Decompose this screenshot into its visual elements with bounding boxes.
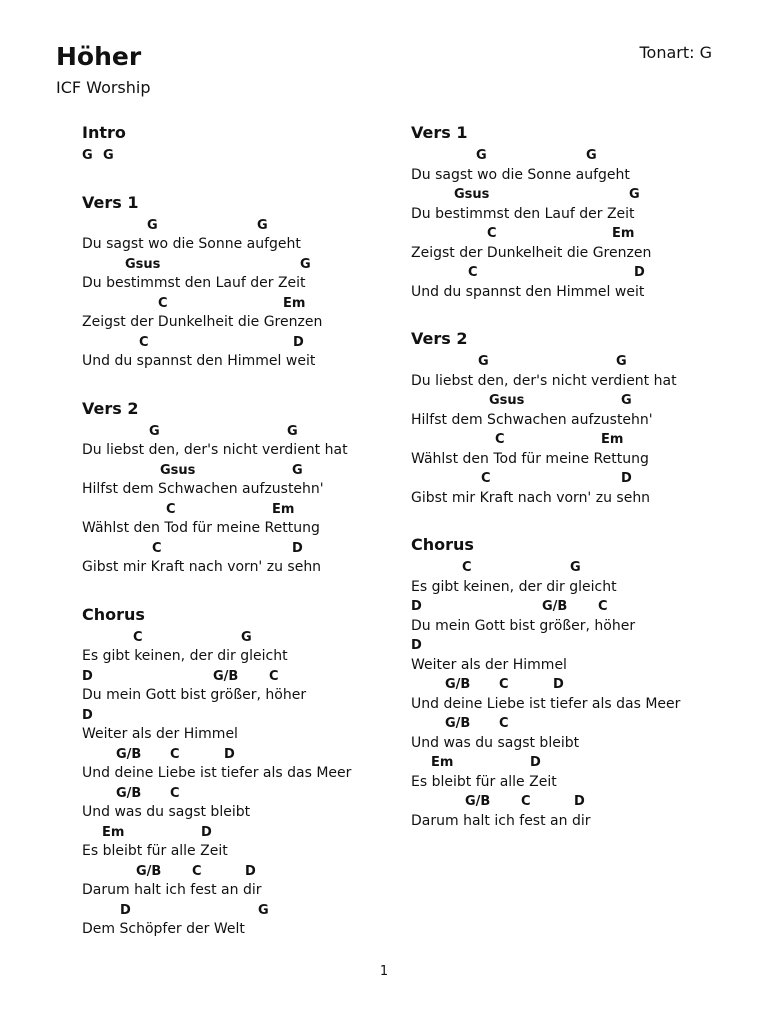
chord: C: [462, 560, 472, 575]
chord: G: [103, 148, 114, 163]
page-number: 1: [379, 964, 389, 979]
chord: D: [224, 746, 235, 762]
lyric-line-group: [82, 784, 412, 823]
chord: D: [411, 599, 422, 614]
chord: Em: [601, 432, 624, 447]
artist-name: ICF Worship: [56, 78, 151, 97]
lyric-text: Und was du sagst bleibt: [82, 804, 251, 820]
chord: G: [149, 423, 160, 439]
chord: G/B: [445, 677, 471, 692]
lyric-text: Du mein Gott bist größer, höher: [411, 617, 636, 634]
lyric-line-group: [82, 422, 412, 461]
section-title: Vers 2: [411, 329, 468, 348]
lyric-text: Es gibt keinen, der dir gleicht: [411, 578, 617, 595]
chord-line: [82, 461, 412, 481]
chord: G: [82, 148, 93, 163]
chord: D: [530, 755, 541, 770]
lyric-line-group: [82, 461, 412, 500]
chord: C: [152, 540, 162, 556]
chord: D: [82, 668, 93, 684]
lyric-text: Und deine Liebe ist tiefer als das Meer: [82, 765, 352, 781]
chord-line: [82, 216, 412, 236]
lyric-line-group: [411, 391, 741, 430]
lyric-text: Und du spannst den Himmel weit: [411, 283, 645, 300]
chord: G: [147, 217, 158, 233]
chord: C: [133, 629, 143, 645]
chord-line: [82, 823, 412, 843]
lyric-line-group: [411, 558, 741, 597]
lyric-text: Du sagst wo die Sonne aufgeht: [411, 166, 630, 183]
lyric-text: Darum halt ich fest an dir: [411, 812, 591, 829]
chord: D: [293, 334, 304, 350]
chord-line: [411, 792, 741, 812]
chord: C: [521, 794, 531, 809]
chord: G/B: [542, 599, 568, 614]
lyric-line-group: [411, 224, 741, 263]
page-title: Höher: [56, 42, 142, 71]
chord: C: [139, 334, 149, 350]
lyric-line-group: [82, 745, 412, 784]
chord: G: [300, 256, 311, 272]
chord-line: [411, 675, 741, 695]
lyric-text: Wählst den Tod für meine Rettung: [411, 450, 649, 467]
chord: G/B: [116, 746, 142, 762]
chord: C: [170, 785, 180, 801]
lyric-line-group: [82, 862, 412, 901]
chord: G/B: [116, 785, 142, 801]
lyric-line-group: [82, 333, 412, 372]
chord: G: [621, 393, 632, 408]
chord: D: [120, 902, 131, 918]
lyric-text: Du liebst den, der's nicht verdient hat: [411, 372, 677, 389]
lyric-text: Gibst mir Kraft nach vorn' zu sehn: [82, 559, 322, 575]
chord: C: [598, 599, 608, 614]
chord-line: [82, 628, 412, 648]
lyric-text: Weiter als der Himmel: [82, 726, 238, 742]
chord: C: [166, 501, 176, 517]
section-title: Vers 2: [82, 398, 139, 418]
chord-line: [411, 597, 741, 617]
lyric-text: Gibst mir Kraft nach vorn' zu sehn: [411, 489, 651, 506]
chord: D: [411, 638, 422, 653]
song-section: [411, 326, 741, 508]
chord: G: [258, 902, 269, 918]
chord: C: [269, 668, 279, 684]
lyric-line-group: [411, 469, 741, 508]
lyric-text: Zeigst der Dunkelheit die Grenzen: [411, 244, 652, 261]
lyric-line-group: [411, 146, 741, 185]
chord: G: [241, 629, 252, 645]
lyric-text: Du mein Gott bist größer, höher: [82, 687, 307, 703]
section-title: Chorus: [82, 604, 145, 624]
chord-line: [411, 224, 741, 244]
chord: C: [487, 226, 497, 241]
chord-line: [411, 753, 741, 773]
song-section: [411, 532, 741, 831]
chord-line: [411, 352, 741, 372]
chord: Gsus: [160, 462, 196, 478]
chord: Em: [102, 824, 125, 840]
chord: Em: [431, 755, 454, 770]
lyric-line-group: [411, 675, 741, 714]
chord-line: [82, 539, 412, 559]
lyric-line-group: [82, 539, 412, 578]
lyric-text: Es gibt keinen, der dir gleicht: [82, 648, 288, 664]
chord: Em: [612, 226, 635, 241]
section-title: Vers 1: [82, 192, 139, 212]
chord: Em: [283, 295, 306, 311]
chord-line: [82, 500, 412, 520]
chord: D: [82, 707, 93, 723]
chord: C: [468, 265, 478, 280]
lyric-text: Wählst den Tod für meine Rettung: [82, 520, 320, 536]
chord: D: [621, 471, 632, 486]
chord-line: [411, 391, 741, 411]
lyric-text: Zeigst der Dunkelheit die Grenzen: [82, 314, 323, 330]
section-title: Chorus: [411, 535, 474, 554]
lyric-text: Hilfst dem Schwachen aufzustehn': [411, 411, 653, 428]
song-section: [82, 396, 412, 578]
chord: Gsus: [125, 256, 161, 272]
song-section: [82, 190, 412, 372]
lyric-text: Und was du sagst bleibt: [411, 734, 580, 751]
chord-line: [82, 333, 412, 353]
chord-line: [411, 430, 741, 450]
lyric-line-group: [411, 185, 741, 224]
lyric-line-group: [411, 636, 741, 675]
chord: G: [287, 423, 298, 439]
section-title: Intro: [82, 123, 126, 142]
lyric-line-group: [411, 430, 741, 469]
chord-line: [411, 263, 741, 283]
lyric-line-group: [82, 255, 412, 294]
chord: G: [629, 187, 640, 202]
lyric-line-group: [411, 263, 741, 302]
chord: G/B: [465, 794, 491, 809]
lyric-text: Du sagst wo die Sonne aufgeht: [82, 236, 301, 252]
chord: G: [586, 148, 597, 163]
lyric-line-group: [82, 500, 412, 539]
lyric-text: Und deine Liebe ist tiefer als das Meer: [411, 695, 681, 712]
chord: D: [201, 824, 212, 840]
chord-line: [82, 784, 412, 804]
right-column: [411, 120, 741, 855]
lyric-line-group: [82, 216, 412, 255]
chord-line: [82, 862, 412, 882]
lyric-line-group: [411, 352, 741, 391]
chord: Gsus: [454, 187, 490, 202]
lyric-text: Du bestimmst den Lauf der Zeit: [82, 275, 306, 291]
chord-line: [82, 294, 412, 314]
chord-line: [411, 185, 741, 205]
chord: Em: [272, 501, 295, 517]
song-section: [411, 120, 741, 302]
chord: C: [192, 863, 202, 879]
lyric-line-group: [82, 146, 412, 166]
chord: G/B: [445, 716, 471, 731]
song-section: [82, 120, 412, 166]
lyric-text: Darum halt ich fest an dir: [82, 882, 262, 898]
chord: G: [478, 354, 489, 369]
lyric-text: Dem Schöpfer der Welt: [82, 921, 245, 937]
chord: G: [292, 462, 303, 478]
left-column: [82, 120, 412, 964]
chord-line: [82, 745, 412, 765]
chord: C: [499, 677, 509, 692]
chord: G/B: [136, 863, 162, 879]
chord-line: [82, 667, 412, 687]
song-section: [82, 602, 412, 940]
chord-line: [82, 901, 412, 921]
lyric-line-group: [82, 628, 412, 667]
lyric-line-group: [82, 667, 412, 706]
lyric-text: Du bestimmst den Lauf der Zeit: [411, 205, 635, 222]
chord-line: [411, 146, 741, 166]
chord: D: [574, 794, 585, 809]
lyric-text: Du liebst den, der's nicht verdient hat: [82, 442, 348, 458]
lyric-line-group: [82, 706, 412, 745]
lyric-line-group: [82, 823, 412, 862]
lyric-text: Weiter als der Himmel: [411, 656, 567, 673]
chord: C: [170, 746, 180, 762]
chord: D: [634, 265, 645, 280]
section-title: Vers 1: [411, 123, 468, 142]
lyric-line-group: [411, 597, 741, 636]
chord-line: [82, 146, 412, 166]
chord: C: [158, 295, 168, 311]
chord: G: [257, 217, 268, 233]
chord: G: [570, 560, 581, 575]
chord: Gsus: [489, 393, 525, 408]
chord: G: [616, 354, 627, 369]
chord-line: [411, 714, 741, 734]
chord-line: [82, 255, 412, 275]
lyric-text: Und du spannst den Himmel weit: [82, 353, 316, 369]
chord-line: [411, 469, 741, 489]
chord: C: [495, 432, 505, 447]
song-key: Tonart: G: [639, 43, 712, 62]
chord-line: [82, 706, 412, 726]
lyric-line-group: [82, 901, 412, 940]
lyric-text: Es bleibt für alle Zeit: [82, 843, 228, 859]
chord: D: [553, 677, 564, 692]
lyric-line-group: [411, 792, 741, 831]
chord: D: [245, 863, 256, 879]
chord: C: [481, 471, 491, 486]
chord-line: [411, 636, 741, 656]
chord: D: [292, 540, 303, 556]
chord: G/B: [213, 668, 239, 684]
chord-line: [82, 422, 412, 442]
lyric-text: Hilfst dem Schwachen aufzustehn': [82, 481, 324, 497]
chord-line: [411, 558, 741, 578]
lyric-line-group: [411, 753, 741, 792]
lyric-text: Es bleibt für alle Zeit: [411, 773, 557, 790]
chord: C: [499, 716, 509, 731]
chord: G: [476, 148, 487, 163]
lyric-line-group: [411, 714, 741, 753]
lyric-line-group: [82, 294, 412, 333]
